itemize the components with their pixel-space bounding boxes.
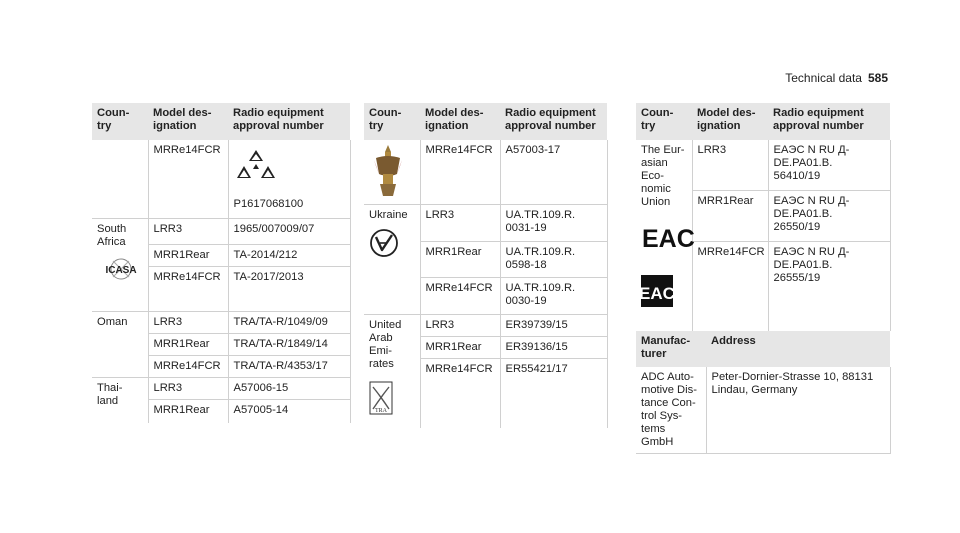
svg-text:TRA: TRA bbox=[375, 407, 387, 414]
number-cell: EAЭC N RU Д- DE.PA01.B. 56410/19 bbox=[768, 140, 890, 190]
country-cell: Oman bbox=[92, 311, 148, 377]
number-cell: TRA/TA-R/1849/14 bbox=[228, 333, 350, 355]
model-cell: MRR1Rear bbox=[420, 336, 500, 358]
model-cell: MRR1Rear bbox=[148, 333, 228, 355]
manufacturer-cell: ADC Auto- motive Dis- tance Con- trol Sys- tems GmbH bbox=[636, 367, 706, 454]
table-row bbox=[636, 140, 890, 190]
country-cell bbox=[636, 140, 695, 331]
col-country: Coun- try bbox=[636, 103, 692, 140]
number-cell: TA-2014/212 bbox=[228, 244, 350, 266]
country-label: The Eur- asian Eco- nomic Union bbox=[641, 144, 685, 208]
model-cell: LRR3 bbox=[420, 314, 500, 336]
model-cell: LRR3 bbox=[692, 140, 768, 190]
number-cell bbox=[228, 140, 350, 218]
model-cell: LRR3 bbox=[148, 218, 228, 244]
table-row bbox=[92, 218, 350, 244]
number-cell: A57006-15 bbox=[228, 377, 350, 399]
approval-table-1 bbox=[92, 103, 351, 423]
page-header bbox=[785, 71, 888, 85]
model-cell: LRR3 bbox=[148, 311, 228, 333]
approval-table-2 bbox=[364, 103, 608, 428]
triangle-approval-icon bbox=[236, 148, 276, 190]
eac-mark-icon bbox=[639, 219, 695, 309]
model-cell: MRRe14FCR bbox=[420, 358, 500, 428]
col-model: Model des- ignation bbox=[148, 103, 228, 140]
model-cell: LRR3 bbox=[420, 204, 500, 241]
number-cell: TRA/TA-R/4353/17 bbox=[228, 355, 350, 377]
model-cell: LRR3 bbox=[148, 377, 228, 399]
svg-text:EAC: EAC bbox=[639, 284, 675, 303]
svg-text:EAC: EAC bbox=[642, 225, 695, 253]
col-radio: Radio equipment approval number bbox=[500, 103, 607, 140]
number-cell: EAЭC N RU Д- DE.PA01.B. 26555/19 bbox=[768, 241, 890, 331]
model-cell: MRR1Rear bbox=[148, 399, 228, 423]
number-cell: UA.TR.109.R. 0598-18 bbox=[500, 241, 607, 277]
col-manufacturer: Manufac- turer bbox=[636, 331, 706, 367]
table-row bbox=[636, 367, 890, 454]
section-title: Technical data bbox=[785, 71, 862, 85]
page-number: 585 bbox=[867, 71, 888, 85]
model-cell: MRR1Rear bbox=[692, 190, 768, 241]
number-cell: TA-2017/2013 bbox=[228, 266, 350, 311]
number-cell: A57003-17 bbox=[500, 140, 607, 204]
model-cell: MRR1Rear bbox=[420, 241, 500, 277]
model-cell: MRRe14FCR bbox=[148, 355, 228, 377]
country-cell bbox=[364, 314, 420, 428]
model-cell: MRR1Rear bbox=[148, 244, 228, 266]
ukraine-conformity-icon bbox=[369, 228, 399, 258]
table-row bbox=[92, 140, 350, 218]
col-country: Coun- try bbox=[364, 103, 420, 140]
col-model: Model des- ignation bbox=[692, 103, 768, 140]
col-country: Coun- try bbox=[92, 103, 148, 140]
table-row bbox=[92, 311, 350, 333]
col-radio: Radio equipment approval number bbox=[228, 103, 350, 140]
number-cell: 1965/007009/07 bbox=[228, 218, 350, 244]
country-label: United Arab Emi- rates bbox=[369, 318, 402, 370]
table-row bbox=[364, 140, 607, 204]
model-cell: MRRe14FCR bbox=[148, 140, 228, 218]
manufacturer-table bbox=[636, 331, 891, 454]
number-cell: TRA/TA-R/1049/09 bbox=[228, 311, 350, 333]
model-cell: MRRe14FCR bbox=[692, 241, 768, 331]
country-cell: Thai- land bbox=[92, 377, 148, 423]
table-row bbox=[364, 204, 607, 241]
number-cell: ER39136/15 bbox=[500, 336, 607, 358]
icasa-logo-icon bbox=[97, 255, 145, 285]
country-cell bbox=[364, 204, 420, 314]
country-cell bbox=[364, 140, 420, 204]
number-cell: EAЭC N RU Д- DE.PA01.B. 26550/19 bbox=[768, 190, 890, 241]
country-cell bbox=[92, 218, 148, 311]
approval-table-3 bbox=[636, 103, 891, 331]
address-cell: Peter-Dornier-Strasse 10, 88131 Lindau, Germany bbox=[706, 367, 890, 454]
tra-logo-icon bbox=[369, 381, 393, 415]
svg-text:ICASA: ICASA bbox=[105, 264, 137, 276]
number-cell: ER55421/17 bbox=[500, 358, 607, 428]
number-cell: ER39739/15 bbox=[500, 314, 607, 336]
number-cell: UA.TR.109.R. 0031-19 bbox=[500, 204, 607, 241]
model-cell: MRRe14FCR bbox=[148, 266, 228, 311]
model-cell: MRRe14FCR bbox=[420, 277, 500, 314]
approval-number: P1617068100 bbox=[233, 198, 304, 210]
number-cell: A57005-14 bbox=[228, 399, 350, 423]
col-model: Model des- ignation bbox=[420, 103, 500, 140]
number-cell: UA.TR.109.R. 0030-19 bbox=[500, 277, 607, 314]
table-row bbox=[92, 377, 350, 399]
col-radio: Radio equipment approval number bbox=[768, 103, 890, 140]
country-label: Ukraine bbox=[369, 208, 408, 221]
table-row bbox=[364, 314, 607, 336]
garuda-emblem-icon bbox=[373, 144, 403, 198]
col-address: Address bbox=[706, 331, 890, 367]
model-cell: MRRe14FCR bbox=[420, 140, 500, 204]
country-label: South Africa bbox=[97, 222, 127, 248]
